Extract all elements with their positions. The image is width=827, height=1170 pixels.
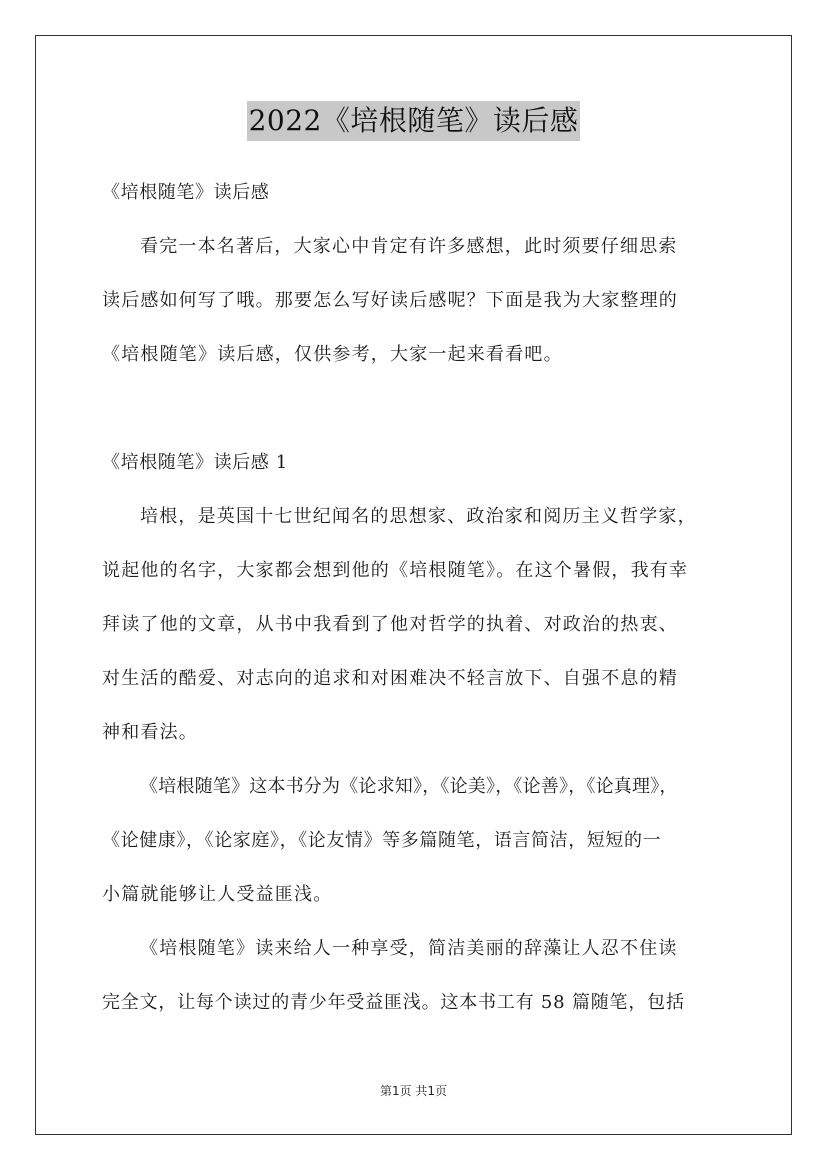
- title-container: [0, 101, 827, 141]
- paragraph-line: 神和看法。: [102, 722, 198, 743]
- paragraph-line: 《论健康》，《论家庭》，《论友情》等多篇随笔，语言简洁，短短的一: [102, 830, 662, 851]
- paragraph-line: 《培根随笔》读后感，仅供参考，大家一起来看看吧。: [102, 344, 563, 365]
- section-heading-1: 《培根随笔》读后感 1: [102, 452, 288, 473]
- paragraph-line: 对生活的酷爱、对志向的追求和对困难决不轻言放下、自强不息的精: [102, 668, 678, 689]
- paragraph-line: 《培根随笔》读来给人一种享受，简洁美丽的辞藻让人忍不住读: [140, 938, 678, 959]
- paragraph-line: 培根，是英国十七世纪闻名的思想家、政治家和阅历主义哲学家，: [140, 506, 697, 527]
- paragraph-line: 看完一本名著后，大家心中肯定有许多感想，此时须要仔细思索: [140, 236, 678, 257]
- paragraph-line: 《培根随笔》这本书分为《论求知》，《论美》，《论善》，《论真理》，: [140, 776, 678, 797]
- paragraph-line: 小篇就能够让人受益匪浅。: [102, 884, 333, 905]
- paragraph-line: 说起他的名字，大家都会想到他的《培根随笔》。在这个暑假，我有幸: [102, 560, 689, 581]
- document-title: 2022《培根随笔》读后感: [247, 101, 581, 141]
- paragraph-line: 完全文，让每个读过的青少年受益匪浅。这本书工有 58 篇随笔，包括: [102, 992, 685, 1013]
- paragraph-line: 读后感如何写了哦。那要怎么写好读后感呢？下面是我为大家整理的: [102, 290, 678, 311]
- page-number: 第1页 共1页: [379, 1084, 448, 1098]
- section-heading-intro: 《培根随笔》读后感: [102, 182, 270, 203]
- paragraph-line: 拜读了他的文章，从书中我看到了他对哲学的执着、对政治的热衷、: [102, 614, 678, 635]
